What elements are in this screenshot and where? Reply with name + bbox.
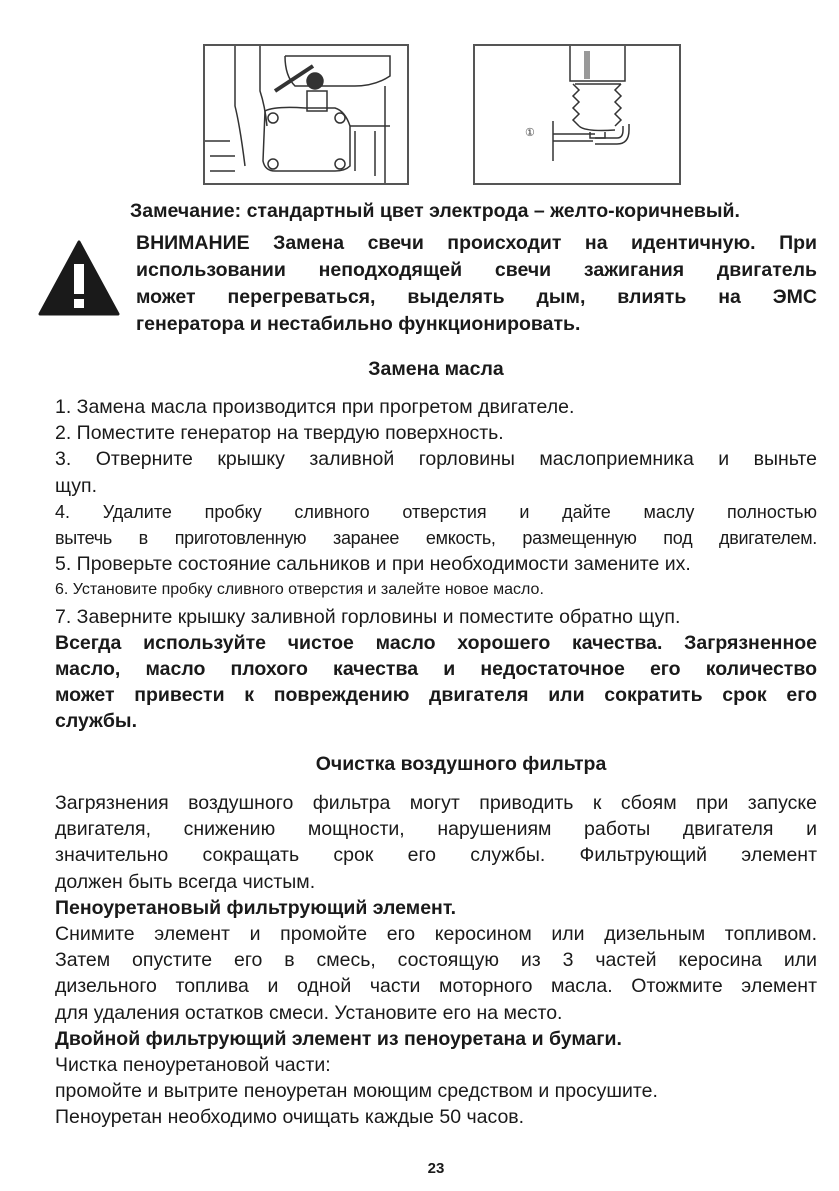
figure-spark-plug-gap: [473, 44, 681, 185]
foam-element-heading: Пеноуретановый фильтрующий элемент.: [55, 896, 457, 919]
warning-line: ВНИМАНИЕ Замена свечи происходит на идентичную. При: [136, 232, 817, 254]
paragraph-line: двигателя, снижению мощности, нарушениям работы двигателя и: [55, 818, 817, 841]
step-3-cont: щуп.: [55, 474, 97, 497]
step-2: 2. Поместите генератор на твердую поверхность.: [55, 422, 504, 445]
paragraph-line: дизельного топлива и одной части моторного масла. Отожмите элемент: [55, 975, 817, 998]
paragraph-line: Пеноуретан необходимо очищать каждые 50 часов.: [55, 1106, 525, 1129]
paragraph-line: Затем опустите его в смесь, состоящую из 3 частей керосина или: [55, 949, 817, 972]
dual-element-heading: Двойной фильтрующий элемент из пеноуретана и бумаги.: [55, 1027, 622, 1050]
oil-quality-note: масло, масло плохого качества и недостаточное его количество: [55, 658, 817, 681]
oil-quality-note: может привести к повреждению двигателя или сократить срок его: [55, 684, 817, 707]
oil-quality-note: службы.: [55, 710, 137, 733]
spark-plug-illustration: [475, 46, 679, 183]
electrode-color-note: Замечание: стандартный цвет электрода – желто-коричневый.: [130, 200, 740, 222]
warning-triangle-icon: [38, 238, 120, 318]
step-4-cont: вытечь в приготовленную заранее емкость, размещенную под двигателем.: [55, 528, 817, 549]
air-filter-heading: Очистка воздушного фильтра: [315, 753, 607, 775]
paragraph-line: должен быть всегда чистым.: [55, 870, 316, 893]
figure-spark-plug-removal: [203, 44, 409, 185]
engine-illustration: [205, 46, 407, 183]
paragraph-line: Чистка пеноуретановой части:: [55, 1054, 331, 1077]
air-filter-section: [55, 790, 817, 1131]
warning-line: может перегреваться, выделять дым, влиять на ЭМС: [136, 286, 817, 308]
paragraph-line: Загрязнения воздушного фильтра могут приводить к сбоям при запуске: [55, 792, 817, 814]
step-7: 7. Заверните крышку заливной горловины и поместите обратно щуп.: [55, 605, 681, 628]
oil-change-heading: Замена масла: [368, 358, 504, 380]
paragraph-line: Снимите элемент и промойте его керосином или дизельным топливом.: [55, 923, 817, 946]
oil-quality-note: Всегда используйте чистое масло хорошего качества. Загрязненное: [55, 631, 817, 654]
warning-line: генератора и нестабильно функционировать.: [136, 313, 581, 335]
warning-text: [136, 230, 817, 338]
paragraph-line: значительно сокращать срок его службы. Фильтрующий элемент: [55, 844, 817, 867]
paragraph-line: промойте и вытрите пеноуретан моющим средством и просушите.: [55, 1080, 658, 1103]
warning-line: использовании неподходящей свечи зажигания двигатель: [136, 259, 817, 281]
oil-change-steps: [55, 394, 817, 735]
gap-label: ①: [525, 127, 535, 139]
step-1: 1. Замена масла производится при прогретом двигателе.: [55, 396, 575, 418]
page-number: 23: [427, 1160, 445, 1177]
step-3: 3. Отверните крышку заливной горловины маслоприемника и выньте: [55, 448, 817, 471]
step-4: 4. Удалите пробку сливного отверстия и дайте маслу полностью: [55, 501, 817, 522]
step-5: 5. Проверьте состояние сальников и при необходимости замените их.: [55, 553, 691, 576]
step-6: 6. Установите пробку сливного отверстия и залейте новое масло.: [55, 581, 544, 599]
paragraph-line: для удаления остатков смеси. Установите его на место.: [55, 1001, 563, 1024]
